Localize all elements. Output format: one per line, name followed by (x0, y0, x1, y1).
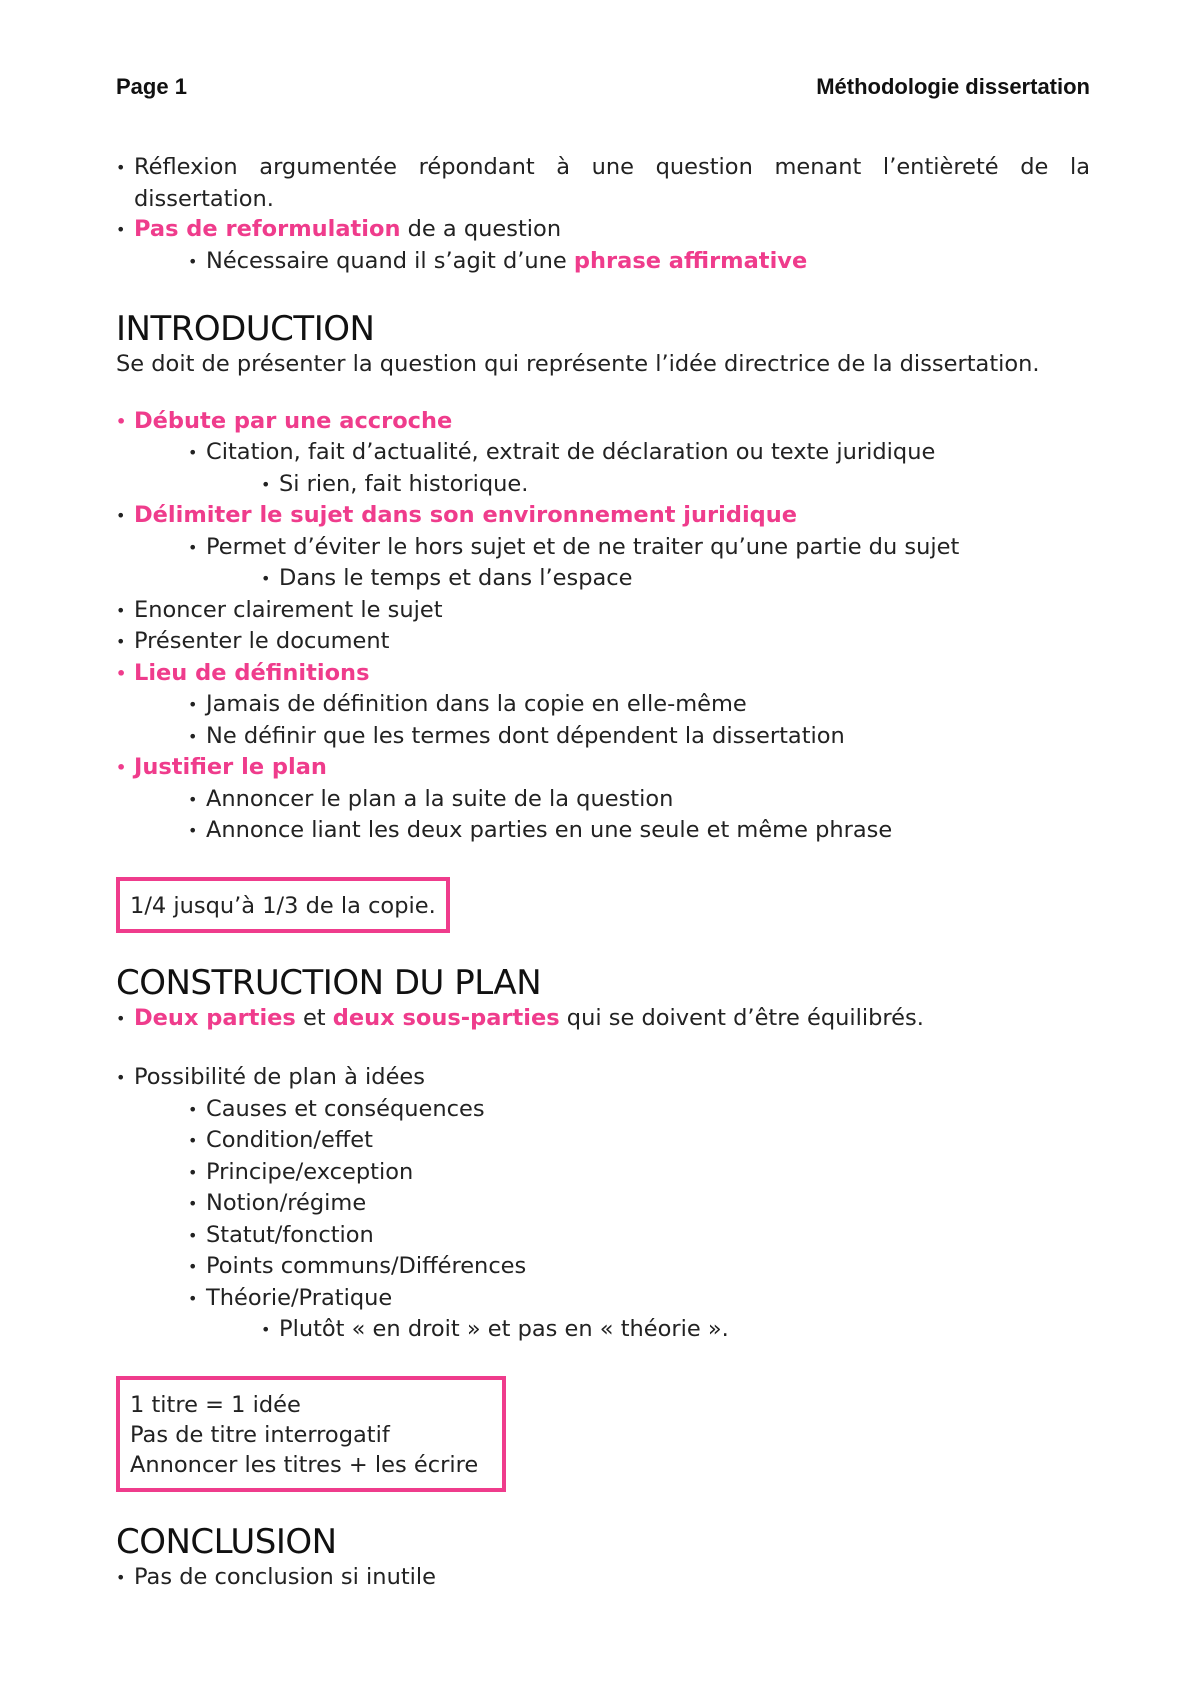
list-item: • Permet d’éviter le hors sujet et de ne traiter qu’une partie du sujet (116, 532, 1090, 564)
list-item: • Présenter le document (116, 626, 1090, 658)
bullet-icon: • (116, 663, 127, 683)
bullet-icon: • (116, 220, 126, 239)
section-heading-introduction: INTRODUCTION (116, 309, 375, 349)
list-item: • Pas de conclusion si inutile (116, 1562, 1090, 1594)
list-item: • Lieu de définitions (116, 658, 1090, 690)
bullet-icon: • (116, 506, 126, 525)
bullet-icon: • (188, 1131, 198, 1150)
bullet-icon: • (116, 632, 126, 651)
list-item: • Délimiter le sujet dans son environnement juridique (116, 500, 1090, 532)
list-item: • Jamais de définition dans la copie en elle-même (116, 689, 1090, 721)
section-heading-construction: CONSTRUCTION DU PLAN (116, 962, 542, 1003)
bullet-icon: • (188, 1194, 198, 1213)
page-header (116, 74, 1090, 100)
list-item: • Justifier le plan (116, 752, 1090, 784)
bullet-icon: • (188, 1288, 198, 1308)
header-page-number: Page 1 (116, 74, 187, 99)
list-item: • Si rien, fait historique. (116, 469, 1090, 501)
list-item: • Dans le temps et dans l’espace (116, 563, 1090, 595)
bullet-icon: • (261, 1320, 271, 1339)
list-item: • Notion/régime (116, 1188, 1090, 1220)
list-item: • Plutôt « en droit » et pas en « théorie ». (116, 1314, 1090, 1346)
bullet-icon: • (116, 1008, 126, 1028)
list-item: • Deux parties et deux sous-parties qui se doivent d’être équilibrés. (116, 1003, 1090, 1035)
bullet-icon: • (261, 474, 271, 494)
list-item: • Débute par une accroche (116, 406, 1090, 438)
list-item: • Nécessaire quand il s’agit d’une phrase affirmative (116, 246, 1090, 278)
section-heading-conclusion: CONCLUSION (116, 1521, 337, 1562)
bullet-icon: • (188, 251, 198, 271)
bullet-icon: • (116, 1068, 126, 1087)
list-item: • Pas de reformulation de a question (116, 214, 1090, 246)
highlight-text: deux sous-parties (332, 1004, 560, 1031)
list-item: • Ne définir que les termes dont dépendent la dissertation (116, 721, 1090, 753)
list-item: • Condition/effet (116, 1125, 1090, 1157)
list-item: • Points communs/Différences (116, 1251, 1090, 1283)
list-item: • Possibilité de plan à idées (116, 1062, 1090, 1094)
bullet-icon: • (116, 600, 126, 620)
bullet-icon: • (116, 758, 127, 777)
highlight-text: Deux parties (134, 1004, 296, 1031)
bullet-icon: • (261, 569, 271, 588)
list-item: • Réflexion argumentée répondant à une question menant l’entièreté de la dissertation. (116, 154, 1090, 212)
callout-box: 1 titre = 1 idée Pas de titre interrogatif Annoncer les titres + les écrire (116, 1376, 506, 1492)
bullet-icon: • (188, 1099, 198, 1119)
list-item: • Annoncer le plan a la suite de la question (116, 784, 1090, 816)
list-item: • Enoncer clairement le sujet (116, 595, 1090, 627)
bullet-icon: • (188, 695, 198, 714)
highlight-text: Pas de reformulation (134, 216, 401, 242)
list-item: • Théorie/Pratique (116, 1283, 1090, 1315)
bullet-icon: • (188, 537, 198, 557)
bullet-icon: • (116, 1567, 126, 1587)
bullet-icon: • (188, 726, 198, 746)
section-lead: Se doit de présenter la question qui représente l’idée directrice de la dissertation. (116, 351, 1040, 377)
document-body (116, 152, 1090, 1593)
list-item: • Citation, fait d’actualité, extrait de déclaration ou texte juridique (116, 437, 1090, 469)
bullet-icon: • (188, 1162, 198, 1182)
header-document-title: Méthodologie dissertation (816, 74, 1090, 99)
bullet-icon: • (188, 443, 198, 462)
list-item: • Statut/fonction (116, 1220, 1090, 1252)
bullet-icon: • (116, 158, 126, 177)
bullet-icon: • (116, 411, 127, 431)
list-item: • Annonce liant les deux parties en une seule et même phrase (116, 815, 1090, 847)
bullet-icon: • (188, 789, 198, 809)
list-item: • Principe/exception (116, 1157, 1090, 1189)
document-page (116, 0, 1090, 1696)
list-item: • Causes et conséquences (116, 1094, 1090, 1126)
highlight-text: phrase affirmative (573, 247, 808, 274)
bullet-icon: • (188, 1225, 198, 1245)
bullet-icon: • (188, 821, 198, 840)
bullet-icon: • (188, 1257, 198, 1276)
callout-box: 1/4 jusqu’à 1/3 de la copie. (116, 877, 450, 933)
